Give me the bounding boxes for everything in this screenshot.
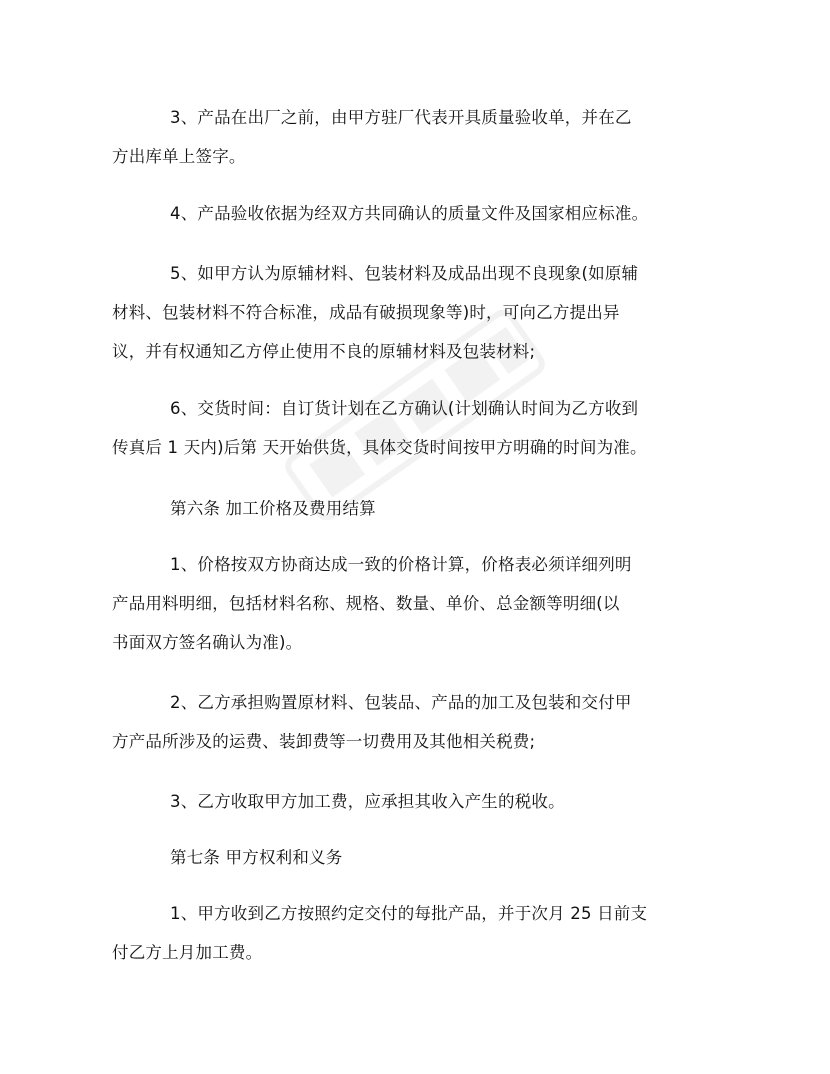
- section-heading: 第六条 加工价格及费用结算: [170, 499, 376, 518]
- paragraph-quality-acceptance-slip: [112, 98, 722, 176]
- section-heading-article-6: [112, 489, 722, 528]
- paragraph-line: 材料、包装材料不符合标准，成品有破损现象等)时，可向乙方提出异: [112, 303, 620, 322]
- paragraph-defect-objection: [112, 254, 722, 371]
- paragraph-line: 产品用料明细，包括材料名称、规格、数量、单价、总金额等明细(以: [112, 594, 620, 613]
- paragraph-line: 书面双方签名确认为准)。: [112, 633, 303, 652]
- paragraph-line: 方出库单上签字。: [112, 147, 246, 166]
- paragraph-line: 1、甲方收到乙方按照约定交付的每批产品，并于次月 25 日前支: [170, 904, 648, 923]
- paragraph-cost-bearing: [112, 683, 722, 761]
- paragraph-processing-fee-tax: [112, 782, 722, 821]
- paragraph-line: 2、乙方承担购置原材料、包装品、产品的加工及包装和交付甲: [170, 693, 632, 712]
- section-heading-article-7: [112, 838, 722, 877]
- paragraph-line: 1、价格按双方协商达成一致的价格计算，价格表必须详细列明: [170, 555, 632, 574]
- section-heading: 第七条 甲方权利和义务: [170, 848, 343, 867]
- paragraph-line: 方产品所涉及的运费、装卸费等一切费用及其他相关税费;: [112, 732, 536, 751]
- paragraph-payment-terms: [112, 894, 722, 972]
- paragraph-delivery-time: [112, 389, 722, 467]
- paragraph-acceptance-basis: [112, 194, 722, 233]
- paragraph-line: 议，并有权通知乙方停止使用不良的原辅材料及包装材料;: [112, 342, 536, 361]
- paragraph-price-calculation: [112, 545, 722, 662]
- paragraph-line: 3、产品在出厂之前，由甲方驻厂代表开具质量验收单，并在乙: [170, 108, 632, 127]
- paragraph-line: 付乙方上月加工费。: [112, 943, 263, 962]
- paragraph-line: 6、交货时间：自订货计划在乙方确认(计划确认时间为乙方收到: [170, 399, 639, 418]
- paragraph-line: 3、乙方收取甲方加工费，应承担其收入产生的税收。: [170, 792, 565, 811]
- paragraph-line: 4、产品验收依据为经双方共同确认的质量文件及国家相应标准。: [170, 204, 649, 223]
- paragraph-line: 传真后 1 天内)后第 天开始供货，具体交货时间按甲方明确的时间为准。: [112, 438, 647, 457]
- paragraph-line: 5、如甲方认为原辅材料、包装材料及成品出现不良现象(如原辅: [170, 264, 639, 283]
